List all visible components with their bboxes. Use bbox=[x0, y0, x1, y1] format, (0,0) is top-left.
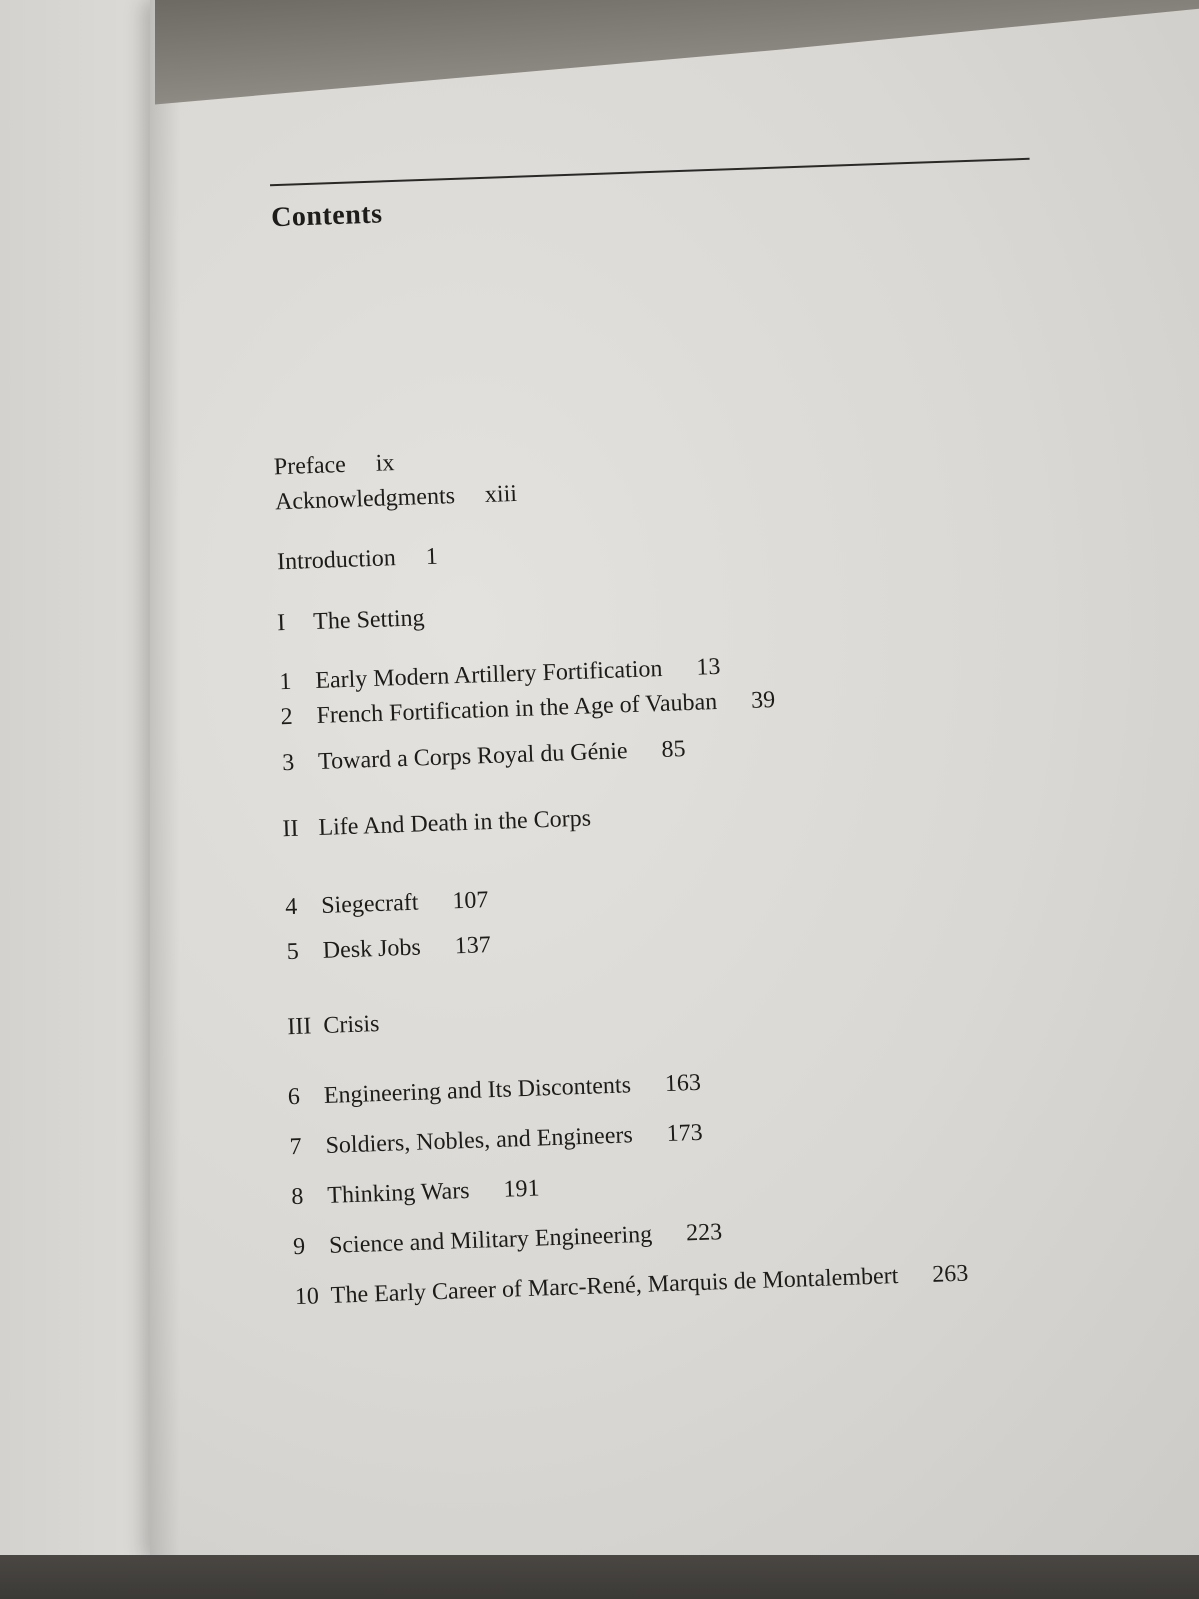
chapter-title: Siegecraft bbox=[320, 889, 419, 919]
chapter-page: 191 bbox=[503, 1175, 540, 1203]
chapter-title: Soldiers, Nobles, and Engineers bbox=[325, 1122, 634, 1159]
chapter-title: French Fortification in the Age of Vauban bbox=[316, 689, 718, 729]
part-numeral: II bbox=[282, 815, 299, 843]
chapter-number: 9 bbox=[292, 1233, 306, 1261]
contents-block bbox=[250, 154, 1189, 1311]
toc-chapter-6 bbox=[287, 1070, 701, 1111]
chapter-number: 5 bbox=[286, 938, 300, 966]
chapter-title: The Early Career of Marc-René, Marquis de Montalembert bbox=[330, 1263, 899, 1309]
toc-chapter-8 bbox=[291, 1176, 540, 1212]
toc-entry-title: Acknowledgments bbox=[274, 483, 456, 516]
toc-entry-page: 1 bbox=[425, 543, 439, 571]
toc-entry-introduction bbox=[277, 544, 438, 577]
chapter-title: Early Modern Artillery Fortification bbox=[314, 655, 663, 695]
toc-chapter-4 bbox=[285, 887, 489, 921]
chapter-number: 10 bbox=[294, 1283, 320, 1311]
chapter-number: 1 bbox=[278, 668, 292, 696]
chapter-title: Engineering and Its Discontents bbox=[323, 1072, 632, 1109]
bottom-edge bbox=[0, 1555, 1199, 1599]
chapter-number: 4 bbox=[284, 893, 298, 921]
chapter-number: 8 bbox=[290, 1183, 304, 1211]
chapter-number: 3 bbox=[281, 749, 295, 777]
chapter-page: 223 bbox=[685, 1219, 723, 1247]
toc-chapter-9 bbox=[293, 1219, 723, 1261]
toc-chapter-5 bbox=[286, 932, 491, 966]
toc-part-ii bbox=[282, 805, 591, 843]
toc-chapter-7 bbox=[289, 1120, 703, 1161]
chapter-page: 85 bbox=[661, 736, 687, 763]
chapter-page: 13 bbox=[695, 653, 721, 681]
toc-entry-title: Preface bbox=[273, 451, 347, 481]
chapter-number: 7 bbox=[289, 1133, 303, 1161]
chapter-title: Desk Jobs bbox=[322, 934, 422, 964]
toc-chapter-1 bbox=[279, 654, 721, 696]
chapter-page: 137 bbox=[454, 932, 492, 960]
chapter-page: 39 bbox=[750, 686, 776, 714]
contents-heading: Contents bbox=[270, 198, 383, 234]
part-title: Crisis bbox=[322, 1011, 380, 1039]
chapter-page: 163 bbox=[664, 1069, 702, 1098]
toc-entry-page: xiii bbox=[484, 480, 518, 508]
chapter-title: Toward a Corps Royal du Génie bbox=[317, 738, 629, 775]
toc-entry-page: ix bbox=[375, 450, 395, 477]
toc-chapter-3 bbox=[282, 736, 686, 777]
chapter-page: 173 bbox=[666, 1119, 704, 1148]
page-gutter-shadow bbox=[150, 0, 180, 1560]
chapter-title: Science and Military Engineering bbox=[328, 1221, 653, 1259]
toc-part-iii bbox=[287, 1011, 380, 1041]
toc-part-i bbox=[277, 605, 425, 637]
part-numeral: I bbox=[276, 610, 286, 637]
part-title: The Setting bbox=[312, 605, 426, 636]
chapter-page: 107 bbox=[451, 887, 489, 915]
part-numeral: III bbox=[286, 1013, 312, 1041]
toc-entry-acknowledgments bbox=[275, 481, 518, 516]
chapter-number: 6 bbox=[287, 1083, 301, 1111]
chapter-title: Thinking Wars bbox=[326, 1177, 470, 1209]
part-title: Life And Death in the Corps bbox=[318, 805, 592, 841]
toc-entry-title: Introduction bbox=[276, 545, 397, 576]
chapter-page: 263 bbox=[931, 1260, 969, 1288]
toc-entry-preface bbox=[273, 450, 394, 481]
chapter-number: 2 bbox=[280, 703, 294, 731]
